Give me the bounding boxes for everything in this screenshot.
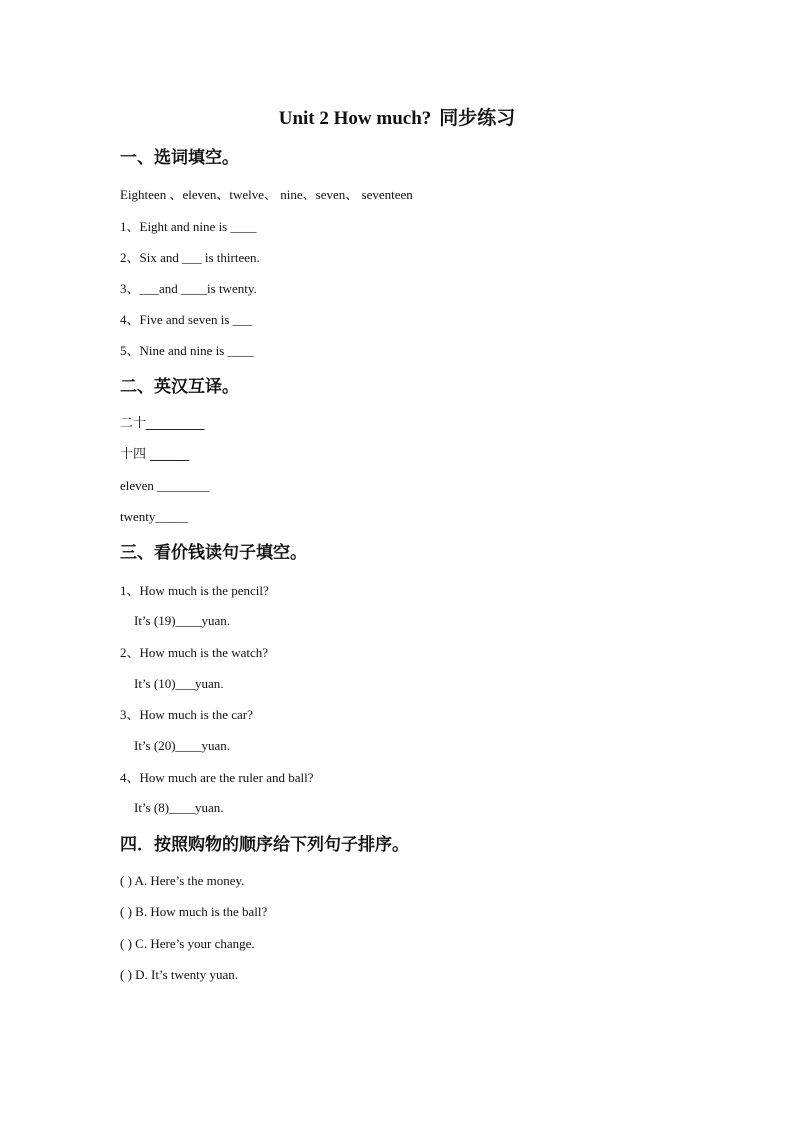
section2-item-3: eleven ________ — [120, 478, 210, 493]
title-english: Unit 2 How much? — [278, 108, 432, 129]
section1-heading: 一、选词填空。 — [120, 148, 239, 168]
section4-item-c: ( ) C. Here’s your change. — [120, 936, 255, 951]
section2-item-1: 二十_________ — [120, 416, 205, 431]
section3-question-1: 1、How much is the pencil? — [120, 583, 269, 598]
title-chinese: 同步练习 — [439, 107, 516, 129]
section1-item-2: 2、Six and ___ is thirteen. — [120, 250, 260, 265]
section3-answer-2: It’s (10)___yuan. — [134, 676, 224, 691]
section2-heading: 二、英汉互译。 — [120, 377, 239, 397]
section4-item-a: ( ) A. Here’s the money. — [120, 873, 245, 888]
section1-item-5: 5、Nine and nine is ____ — [120, 343, 254, 358]
section3-answer-3: It’s (20)____yuan. — [134, 738, 231, 753]
section1-item-3: 3、___and ____is twenty. — [120, 281, 257, 296]
section2-item-2: 十四 ______ — [120, 447, 190, 462]
section1-item-1: 1、Eight and nine is ____ — [120, 219, 257, 234]
page-title — [0, 104, 794, 133]
section4-heading: 四．按照购物的顺序给下列句子排序。 — [120, 835, 409, 855]
section4-item-d: ( ) D. It’s twenty yuan. — [120, 967, 239, 982]
section2-item-4: twenty_____ — [120, 509, 188, 524]
section4-item-b: ( ) B. How much is the ball? — [120, 904, 268, 919]
word-bank: Eighteen 、eleven、twelve、 nine、seven、 seventeen — [120, 187, 413, 202]
section3-question-3: 3、How much is the car? — [120, 707, 253, 722]
section3-question-2: 2、How much is the watch? — [120, 645, 269, 660]
section3-question-4: 4、How much are the ruler and ball? — [120, 770, 314, 785]
section1-item-4: 4、Five and seven is ___ — [120, 312, 253, 327]
section3-heading: 三、看价钱读句子填空。 — [120, 543, 307, 563]
section3-answer-1: It’s (19)____yuan. — [134, 613, 231, 628]
section3-answer-4: It’s (8)____yuan. — [134, 800, 224, 815]
